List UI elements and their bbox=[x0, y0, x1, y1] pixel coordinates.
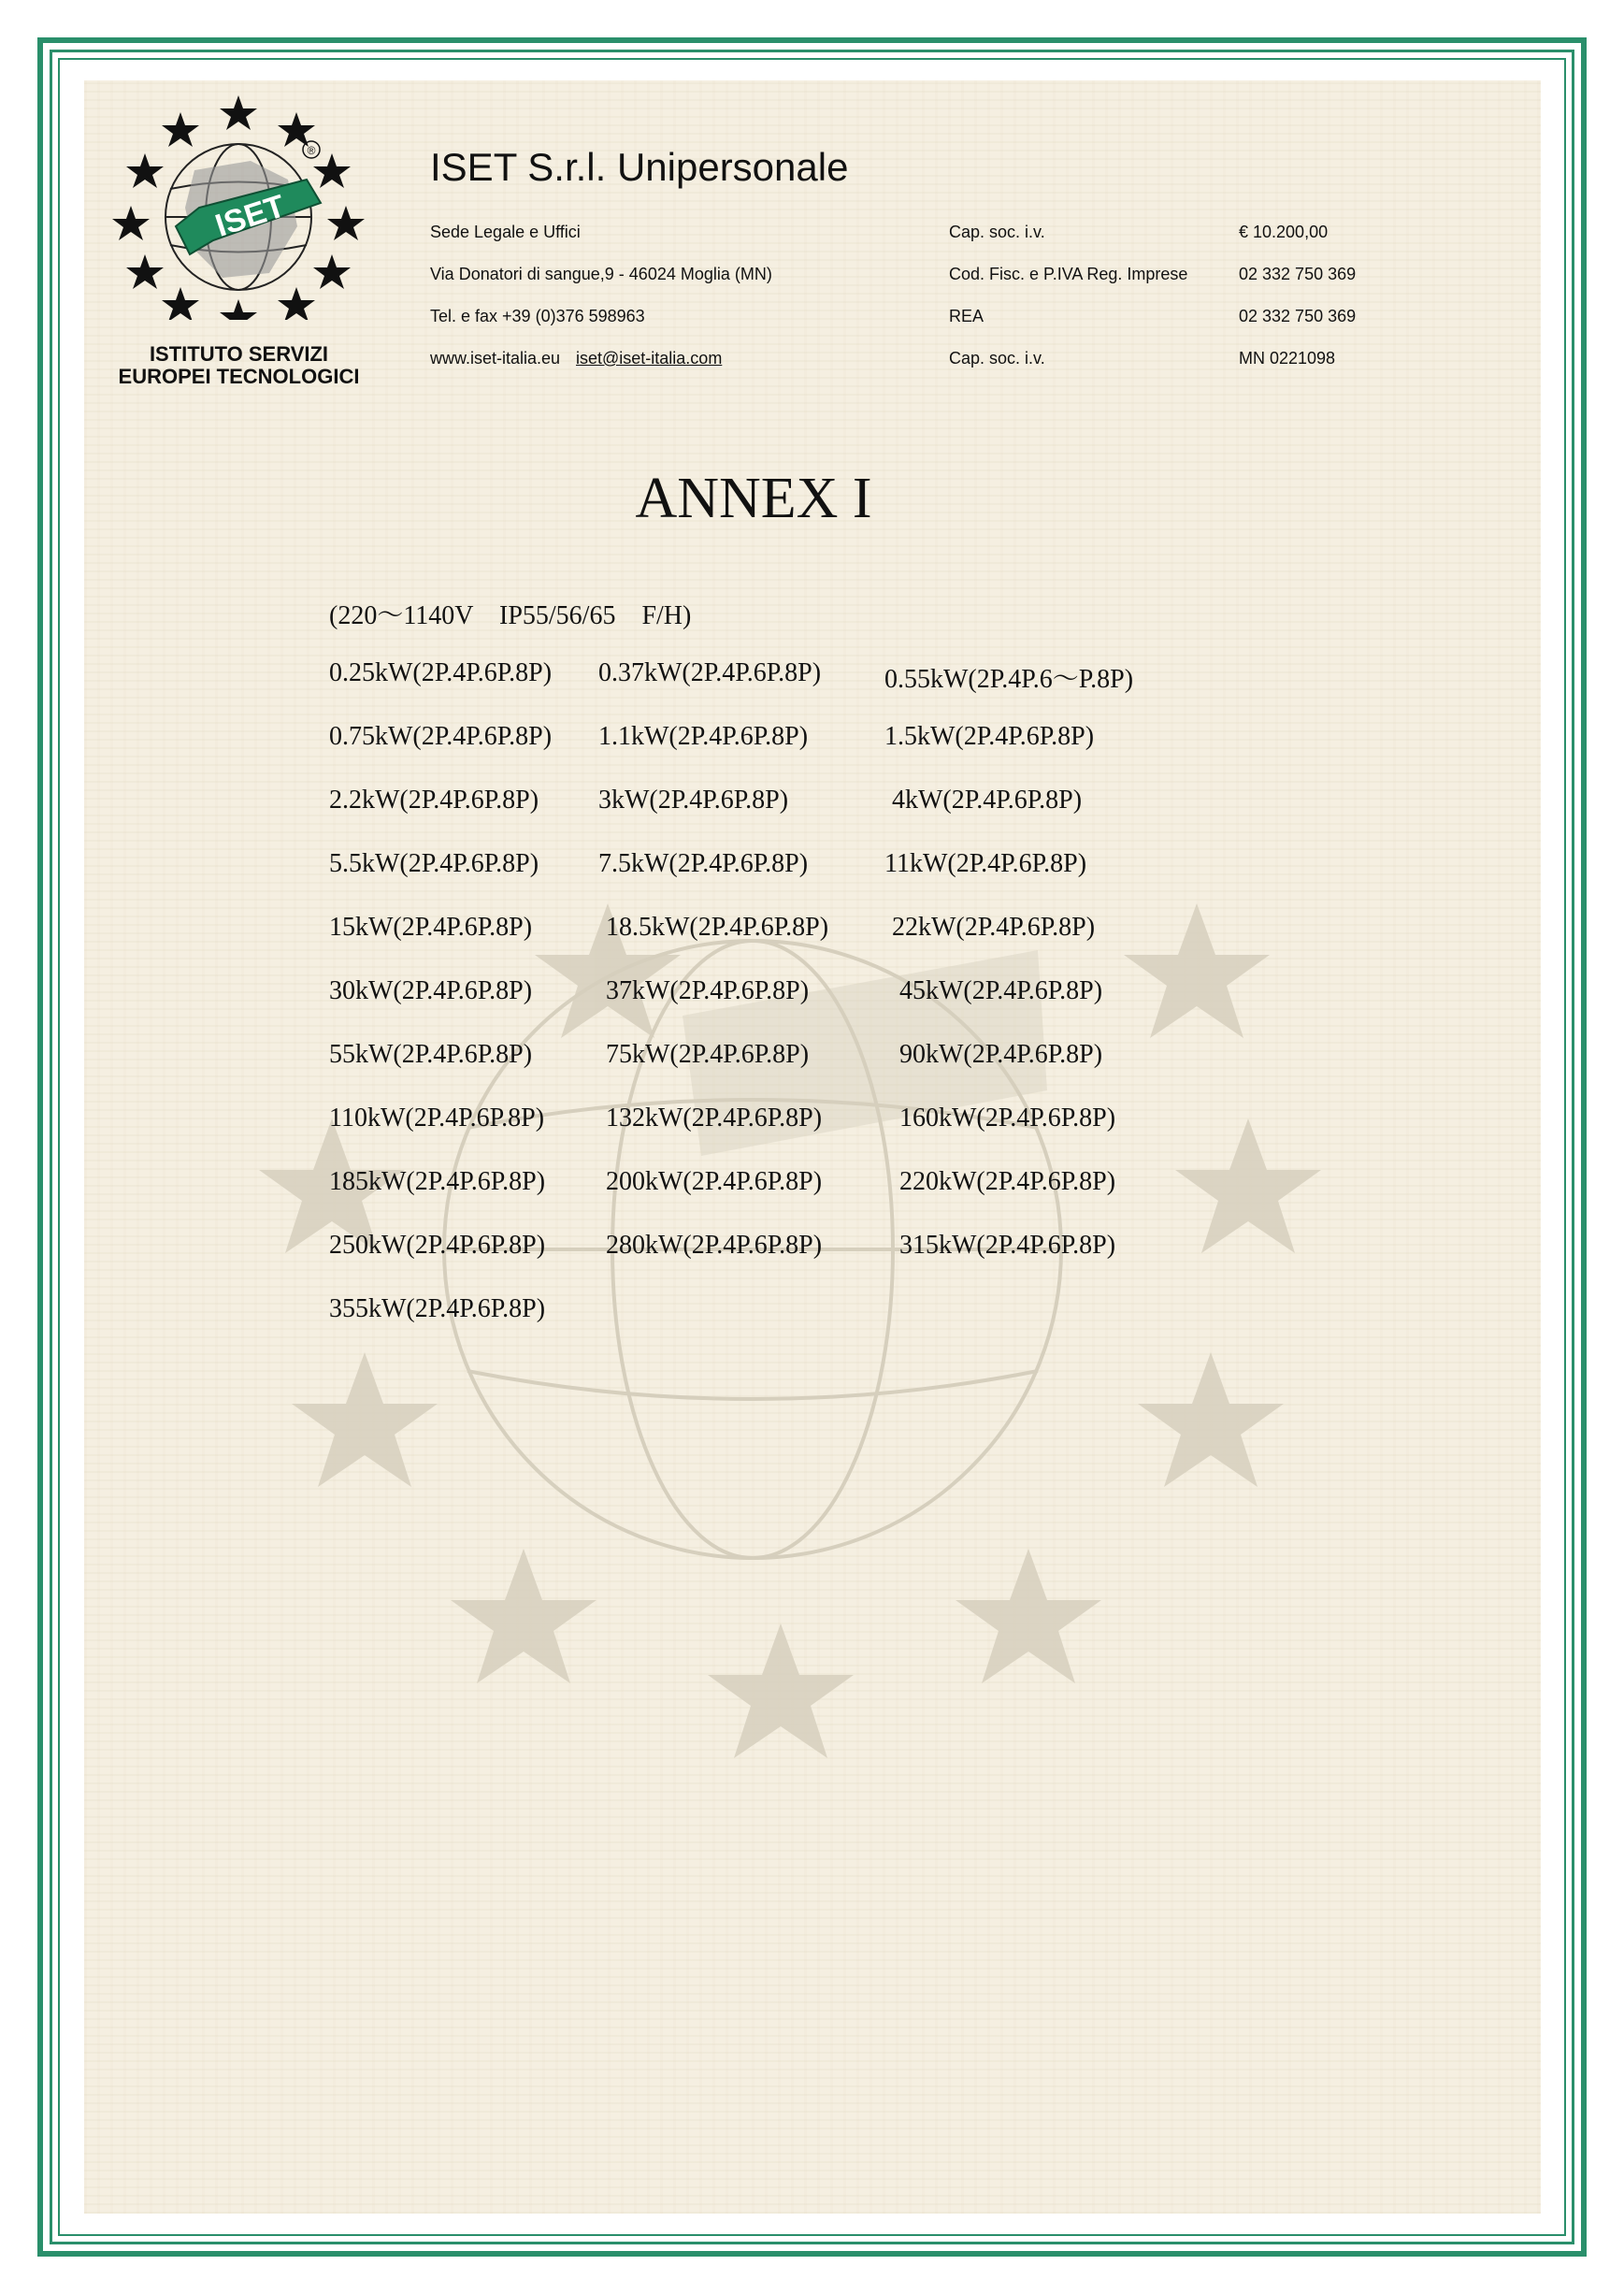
info-value-1: € 10.200,00 bbox=[1239, 223, 1329, 241]
info-value-3: 02 332 750 369 bbox=[1239, 307, 1357, 325]
rating-cell: 2.2kW(2P.4P.6P.8P) bbox=[329, 786, 539, 815]
rating-cell: 110kW(2P.4P.6P.8P) bbox=[329, 1104, 545, 1133]
rating-cell: 5.5kW(2P.4P.6P.8P) bbox=[329, 849, 539, 878]
info-label-3: REA bbox=[949, 307, 984, 325]
rating-cell: 1.5kW(2P.4P.6P.8P) bbox=[884, 722, 1095, 751]
info-left-1: Sede Legale e Uffici bbox=[430, 223, 581, 241]
rating-cell: 0.55kW(2P.4P.6～P.8P) bbox=[884, 665, 1134, 694]
spec-line-text: (220～1140V IP55/56/65 F/H) bbox=[329, 601, 692, 630]
iset-logo bbox=[110, 86, 367, 388]
rating-cell: 75kW(2P.4P.6P.8P) bbox=[606, 1040, 810, 1069]
rating-cell: 220kW(2P.4P.6P.8P) bbox=[899, 1167, 1116, 1196]
website-text: www.iset-italia.eu bbox=[430, 349, 561, 368]
info-label-1: Cap. soc. i.v. bbox=[949, 223, 1045, 241]
registered-mark: ® bbox=[307, 144, 316, 157]
rating-cell: 0.37kW(2P.4P.6P.8P) bbox=[598, 658, 822, 687]
rating-cell: 7.5kW(2P.4P.6P.8P) bbox=[598, 849, 809, 878]
rating-cell: 55kW(2P.4P.6P.8P) bbox=[329, 1040, 533, 1069]
rating-cell: 11kW(2P.4P.6P.8P) bbox=[884, 849, 1087, 878]
rating-cell: 355kW(2P.4P.6P.8P) bbox=[329, 1294, 546, 1323]
rating-cell: 30kW(2P.4P.6P.8P) bbox=[329, 976, 533, 1005]
rating-cell: 18.5kW(2P.4P.6P.8P) bbox=[606, 913, 829, 942]
info-left-2: Via Donatori di sangue,9 - 46024 Moglia (MN) bbox=[430, 265, 772, 283]
annex-title: ANNEX I bbox=[635, 467, 872, 530]
rating-cell: 160kW(2P.4P.6P.8P) bbox=[899, 1104, 1116, 1133]
logo-caption-line1: ISTITUTO SERVIZI bbox=[149, 342, 329, 366]
rating-cell: 15kW(2P.4P.6P.8P) bbox=[329, 913, 533, 942]
rating-cell: 185kW(2P.4P.6P.8P) bbox=[329, 1167, 546, 1196]
iset-globe-emblem-icon bbox=[110, 86, 367, 320]
info-value-2: 02 332 750 369 bbox=[1239, 265, 1357, 283]
rating-cell: 4kW(2P.4P.6P.8P) bbox=[892, 786, 1083, 815]
company-name: ISET S.r.l. Unipersonale bbox=[430, 145, 849, 189]
email-link[interactable]: iset@iset-italia.com bbox=[576, 349, 723, 368]
info-label-2: Cod. Fisc. e P.IVA Reg. Imprese bbox=[949, 265, 1188, 283]
rating-cell: 0.25kW(2P.4P.6P.8P) bbox=[329, 658, 553, 687]
rating-cell: 90kW(2P.4P.6P.8P) bbox=[899, 1040, 1103, 1069]
logo-emblem-text: ISET bbox=[210, 188, 290, 244]
info-label-4: Cap. soc. i.v. bbox=[949, 349, 1045, 368]
rating-cell: 315kW(2P.4P.6P.8P) bbox=[899, 1231, 1116, 1260]
iset-watermark bbox=[84, 80, 1541, 2214]
rating-cell: 132kW(2P.4P.6P.8P) bbox=[606, 1104, 823, 1133]
rating-cell: 200kW(2P.4P.6P.8P) bbox=[606, 1167, 823, 1196]
logo-caption-line2: EUROPEI TECNOLOGICI bbox=[118, 365, 360, 388]
certificate-paper bbox=[84, 80, 1541, 2214]
rating-cell: 37kW(2P.4P.6P.8P) bbox=[606, 976, 810, 1005]
rating-cell: 3kW(2P.4P.6P.8P) bbox=[598, 786, 789, 815]
info-left-3: Tel. e fax +39 (0)376 598963 bbox=[430, 307, 645, 325]
rating-cell: 250kW(2P.4P.6P.8P) bbox=[329, 1231, 546, 1260]
info-value-4: MN 0221098 bbox=[1239, 349, 1336, 368]
rating-cell: 22kW(2P.4P.6P.8P) bbox=[892, 913, 1096, 942]
rating-cell: 45kW(2P.4P.6P.8P) bbox=[899, 976, 1103, 1005]
rating-cell: 280kW(2P.4P.6P.8P) bbox=[606, 1231, 823, 1260]
rating-cell: 0.75kW(2P.4P.6P.8P) bbox=[329, 722, 553, 751]
rating-cell: 1.1kW(2P.4P.6P.8P) bbox=[598, 722, 809, 751]
